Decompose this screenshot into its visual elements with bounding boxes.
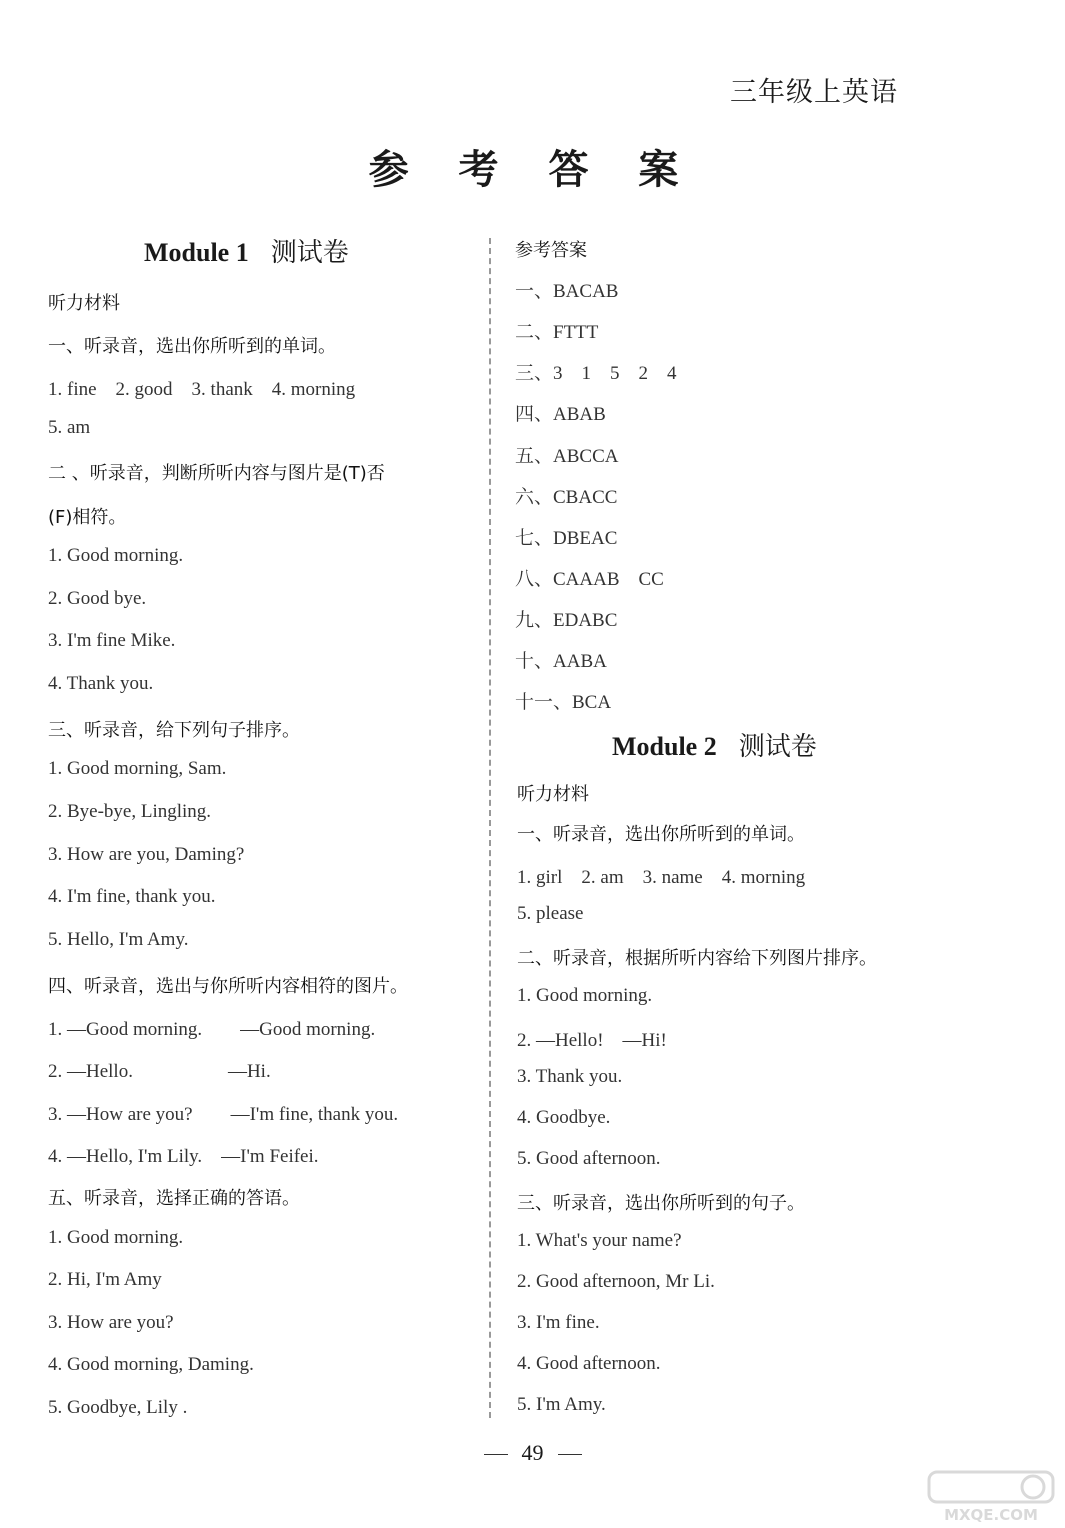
section-heading: 四、听录音，选出与你所听内容相符的图片。: [48, 976, 408, 997]
list-item: 5. Hello, I'm Amy.: [48, 929, 189, 950]
answer-item: 六、CBACC: [515, 487, 618, 508]
list-item: 3. Thank you.: [517, 1066, 623, 1087]
list-item: 3. I'm fine Mike.: [48, 630, 176, 651]
list-item: 3. —How are you? —I'm fine, thank you.: [48, 1104, 399, 1125]
answer-item: 八、CAAAB CC: [515, 569, 664, 590]
answer-item: 三、3 1 5 2 4: [515, 363, 677, 384]
answer-item: 五、ABCCA: [515, 446, 619, 467]
section-heading: (F)相符。: [48, 507, 127, 528]
list-item: 2. Bye-bye, Lingling.: [48, 801, 212, 822]
list-item: 5. am: [48, 417, 91, 438]
list-item: 1. Good morning.: [517, 985, 653, 1006]
list-item: 4. Thank you.: [48, 673, 154, 694]
list-item: 1. fine 2. good 3. thank 4. morning: [48, 379, 356, 400]
module-2-title: [612, 726, 817, 763]
list-item: 3. How are you?: [48, 1312, 174, 1333]
answer-item: 四、ABAB: [515, 404, 606, 425]
list-item: 3. How are you, Daming?: [48, 844, 245, 865]
list-item: 5. please: [517, 903, 584, 924]
section-heading: 二 、听录音，判断所听内容与图片是(T)否: [48, 463, 385, 484]
section-heading: 听力材料: [48, 293, 120, 314]
list-item: 1. girl 2. am 3. name 4. morning: [517, 867, 806, 888]
answers-heading: 参考答案: [515, 240, 587, 261]
list-item: 2. Hi, I'm Amy: [48, 1269, 162, 1290]
section-heading: 一、听录音，选出你所听到的单词。: [48, 336, 336, 357]
list-item: 5. Goodbye, Lily .: [48, 1397, 188, 1418]
list-item: 4. —Hello, I'm Lily. —I'm Feifei.: [48, 1146, 319, 1167]
section-heading: 五、听录音，选择正确的答语。: [48, 1188, 300, 1209]
page-number-dash-left: [484, 1454, 508, 1455]
answer-item: 二、FTTT: [515, 322, 599, 343]
module-1-title: [144, 232, 349, 269]
section-heading: 一、听录音，选出你所听到的单词。: [517, 824, 805, 845]
page-number: [0, 1440, 1065, 1466]
section-heading: 二、听录音，根据所听内容给下列图片排序。: [517, 948, 877, 969]
header-subject: 三年级上英语: [730, 77, 898, 108]
list-item: 1. Good morning.: [48, 545, 184, 566]
list-item: 1. Good morning, Sam.: [48, 758, 227, 779]
page-title: 参 考 答 案: [368, 147, 697, 193]
section-heading: 三、听录音，选出你所听到的句子。: [517, 1193, 805, 1214]
list-item: 2. Good afternoon, Mr Li.: [517, 1271, 715, 1292]
list-item: 1. Good morning.: [48, 1227, 184, 1248]
answer-item: 七、DBEAC: [515, 528, 618, 549]
answer-item: 一、BACAB: [515, 281, 619, 302]
module-2-subtitle: 测试卷: [738, 732, 817, 762]
page-number-dash-right: [558, 1454, 582, 1455]
list-item: 5. I'm Amy.: [517, 1394, 606, 1415]
list-item: 4. Good afternoon.: [517, 1353, 661, 1374]
list-item: 1. What's your name?: [517, 1230, 682, 1251]
module-1-name: Module 1: [144, 238, 249, 267]
section-heading: 听力材料: [517, 784, 589, 805]
module-2-name: Module 2: [612, 732, 717, 761]
list-item: 4. I'm fine, thank you.: [48, 886, 216, 907]
watermark-text: MXQE.COM: [944, 1506, 1038, 1524]
module-1-subtitle: 测试卷: [270, 238, 349, 268]
list-item: 2. —Hello! —Hi!: [517, 1030, 667, 1051]
column-divider: [489, 238, 491, 1418]
watermark-logo: [925, 1468, 1057, 1524]
section-heading: 三、听录音，给下列句子排序。: [48, 720, 300, 741]
list-item: 5. Good afternoon.: [517, 1148, 661, 1169]
answer-item: 十、AABA: [515, 651, 607, 672]
list-item: 2. —Hello. —Hi.: [48, 1061, 271, 1082]
list-item: 4. Good morning, Daming.: [48, 1354, 254, 1375]
list-item: 4. Goodbye.: [517, 1107, 611, 1128]
list-item: 3. I'm fine.: [517, 1312, 600, 1333]
page-number-value: 49: [521, 1440, 544, 1465]
answer-item: 十一、BCA: [515, 692, 612, 713]
list-item: 2. Good bye.: [48, 588, 147, 609]
answer-item: 九、EDABC: [515, 610, 618, 631]
list-item: 1. —Good morning. —Good morning.: [48, 1019, 376, 1040]
